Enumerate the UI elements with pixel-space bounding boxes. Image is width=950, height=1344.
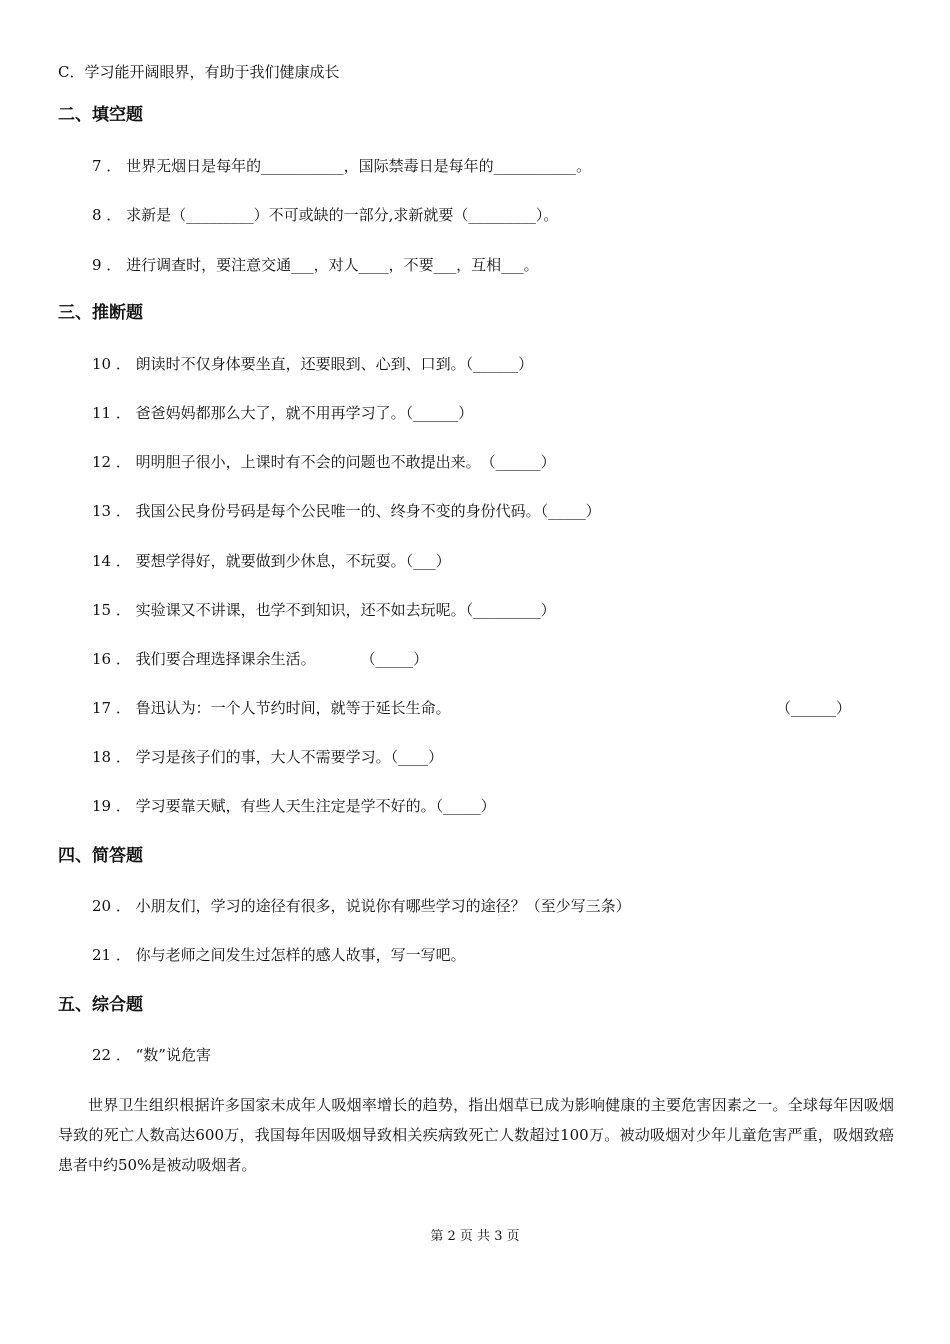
question-8: 8 ． 求新是（_________）不可或缺的一部分,求新就要（_________）。: [92, 206, 559, 224]
question-16: 16 ． 我们要合理选择课余生活。 （_____）: [92, 650, 429, 668]
question-17: 17 ． 鲁迅认为：一个人节约时间，就等于延长生命。: [92, 699, 451, 717]
question-11: 11 ． 爸爸妈妈都那么大了，就不用再学习了。（______）: [92, 404, 474, 422]
section-heading-judge: 三、推断题: [58, 303, 143, 323]
question-17-answer-blank: （______）: [776, 699, 852, 717]
question-9: 9 ． 进行调查时，要注意交通___，对人____，不要___，互相___。: [92, 256, 539, 274]
section-heading-fill: 二、填空题: [58, 105, 143, 125]
section-heading-comprehensive: 五、综合题: [58, 995, 143, 1015]
question-10: 10 ． 朗读时不仅身体要坐直，还要眼到、心到、口到。（______）: [92, 355, 534, 373]
question-13: 13 ． 我国公民身份号码是每个公民唯一的、终身不变的身份代码。（_____）: [92, 502, 601, 520]
page-footer: 第 2 页 共 3 页: [430, 1229, 520, 1244]
question-15: 15 ． 实验课又不讲课，也学不到知识，还不如去玩呢。（_________）: [92, 601, 556, 619]
question-18: 18 ． 学习是孩子们的事，大人不需要学习。（____）: [92, 748, 444, 766]
question-14: 14 ． 要想学得好，就要做到少休息，不玩耍。（___）: [92, 552, 451, 570]
question-7: 7 ． 世界无烟日是每年的___________，国际禁毒日是每年的___________。: [92, 157, 592, 175]
question-12: 12 ． 明明胆子很小，上课时有不会的问题也不敢提出来。 （______）: [92, 453, 556, 471]
question-21: 21 ． 你与老师之间发生过怎样的感人故事，写一写吧。: [92, 946, 466, 964]
top-option-c: C．学习能开阔眼界，有助于我们健康成长: [58, 63, 340, 81]
question-20: 20 ． 小朋友们，学习的途径有很多，说说你有哪些学习的途径？（至少写三条）: [92, 897, 631, 915]
question-22: 22 ． “数”说危害: [92, 1046, 211, 1064]
question-19: 19 ． 学习要靠天赋，有些人天生注定是学不好的。（_____）: [92, 797, 496, 815]
section-heading-short-answer: 四、简答题: [58, 846, 143, 866]
passage-paragraph: 世界卫生组织根据许多国家未成年人吸烟率增长的趋势，指出烟草已成为影响健康的主要危害因素之一。全球每年因吸烟导致的死亡人数高达600万，我国每年因吸烟导致相关疾病致死亡人数超过100万。被动吸烟对少年儿童危害严重，吸烟致癌患者中约50%是被动吸烟者。: [58, 1096, 894, 1174]
